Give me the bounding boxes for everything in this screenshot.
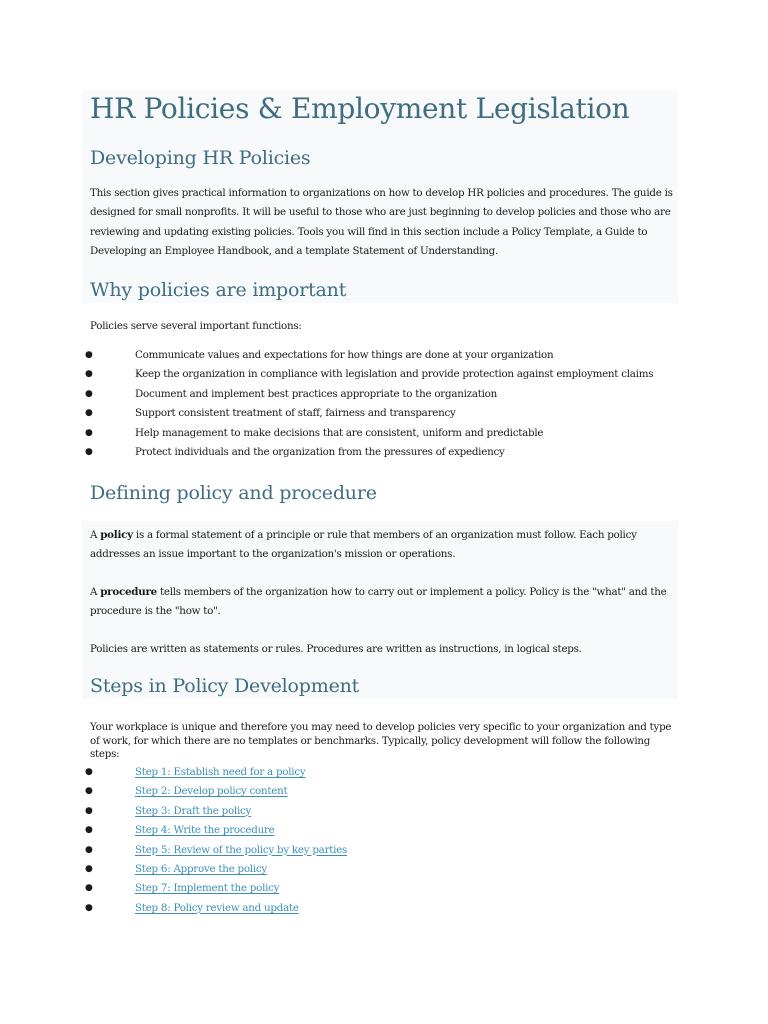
bullet-icon: ●: [85, 446, 93, 457]
list-item: [0, 821, 768, 840]
list-item: [0, 346, 768, 365]
why-intro: Policies serve several important functions:: [90, 320, 302, 332]
procedure-definition: [90, 583, 674, 622]
page-title: HR Policies & Employment Legislation: [90, 92, 630, 125]
step-link-8[interactable]: Step 8: Policy review and update: [135, 901, 299, 914]
bullet-icon: ●: [85, 369, 93, 380]
list-item-text: Document and implement best practices appropriate to the organization: [135, 387, 497, 400]
step-link-2[interactable]: Step 2: Develop policy content: [135, 785, 288, 798]
policy-prefix: A: [90, 529, 101, 541]
step-link-7[interactable]: Step 7: Implement the policy: [135, 882, 280, 895]
policy-procedure-summary: Policies are written as statements or rules. Procedures are written as instructions, in logical steps.: [90, 643, 582, 655]
policy-definition: [90, 526, 674, 565]
bullet-icon: ●: [85, 863, 93, 874]
steps-intro: Your workplace is unique and therefore you may need to develop policies very specific to your organization and type of work, for which there are no templates or benchmarks. Typically, policy development will follow the following steps:: [90, 721, 672, 760]
why-bullet-list: [0, 346, 768, 462]
step-link-4[interactable]: Step 4: Write the procedure: [135, 824, 275, 837]
list-item: [0, 385, 768, 404]
section-heading-defining: Defining policy and procedure: [90, 482, 377, 504]
list-item: [0, 879, 768, 898]
bullet-icon: ●: [85, 350, 93, 360]
procedure-prefix: A: [90, 586, 101, 598]
section-heading-steps: Steps in Policy Development: [90, 675, 360, 697]
section-heading-developing: Developing HR Policies: [90, 147, 311, 169]
bullet-icon: ●: [85, 388, 93, 399]
bullet-icon: ●: [85, 844, 93, 855]
list-item: [0, 782, 768, 801]
developing-paragraph: This section gives practical information to organizations on how to develop HR policies and procedures. The guide is designed for small nonprofits. It will be useful to those who are just beginning to develop policies and those who are reviewing and updating existing policies. Tools you will find in this section include a Policy Template, a Guide to Developing an Employee Handbook, and a template Statement of Understanding.: [90, 187, 673, 258]
bullet-icon: ●: [85, 825, 93, 836]
list-item-text: Keep the organization in compliance with legislation and provide protection against employment claims: [135, 368, 654, 381]
list-item: [0, 841, 768, 860]
list-item-text: Support consistent treatment of staff, fairness and transparency: [135, 407, 456, 420]
policy-definition-text: is a formal statement of a principle or rule that members of an organization must follow. Each policy addresses an issue important to the organization's mission or operations.: [90, 529, 637, 561]
list-item: [0, 443, 768, 462]
bullet-icon: ●: [85, 805, 93, 816]
procedure-definition-text: tells members of the organization how to carry out or implement a policy. Policy is the "what" and the procedure is the "how to".: [90, 586, 667, 618]
list-item: [0, 365, 768, 384]
bullet-icon: ●: [85, 786, 93, 797]
step-link-6[interactable]: Step 6: Approve the policy: [135, 862, 267, 875]
list-item: [0, 802, 768, 821]
bullet-icon: ●: [85, 883, 93, 894]
step-link-3[interactable]: Step 3: Draft the policy: [135, 804, 252, 817]
list-item-text: Help management to make decisions that are consistent, uniform and predictable: [135, 426, 544, 439]
list-item: [0, 763, 768, 782]
bullet-icon: ●: [85, 767, 93, 777]
list-item-text: Protect individuals and the organization from the pressures of expediency: [135, 445, 505, 458]
list-item: [0, 404, 768, 423]
bullet-icon: ●: [85, 408, 93, 419]
section-heading-why: Why policies are important: [90, 279, 347, 301]
step-link-5[interactable]: Step 5: Review of the policy by key parties: [135, 843, 348, 856]
step-link-1[interactable]: Step 1: Establish need for a policy: [135, 766, 306, 778]
bullet-icon: ●: [85, 902, 93, 913]
list-item: [0, 424, 768, 443]
procedure-term: procedure: [100, 586, 157, 598]
bullet-icon: ●: [85, 427, 93, 438]
policy-term: policy: [100, 529, 133, 541]
list-item-text: Communicate values and expectations for how things are done at your organization: [135, 349, 554, 361]
list-item: [0, 860, 768, 879]
list-item: [0, 899, 768, 918]
steps-link-list: [0, 763, 768, 918]
